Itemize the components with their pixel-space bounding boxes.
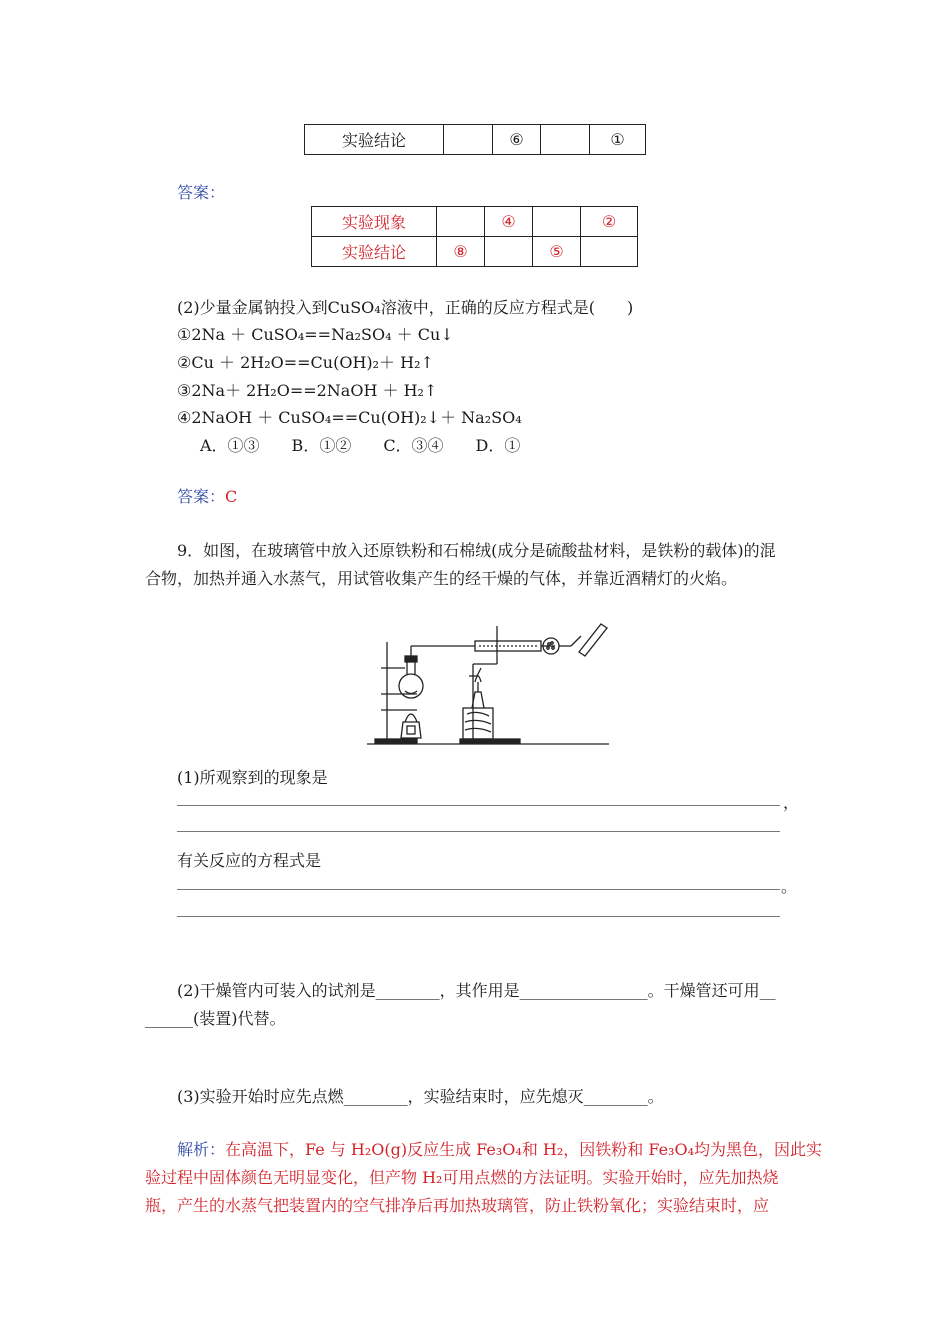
table-cell: 实验结论 <box>312 237 437 267</box>
table-row <box>312 237 638 267</box>
answer-choices: A．①③ B．①② C．③④ D．① <box>200 436 521 455</box>
sub2-line1: (2)干燥管内可装入的试剂是________，其作用是________________。干燥管还可用__ <box>177 981 776 1000</box>
answer-label: 答案： <box>177 487 226 506</box>
sub1-comma: ， <box>783 793 800 812</box>
apparatus-figure <box>365 622 611 748</box>
table-cell <box>533 207 581 237</box>
table-cell: ① <box>590 125 646 155</box>
option-3: ③2Na＋ 2H₂O==2NaOH ＋ H₂↑ <box>177 381 438 400</box>
table-cell: ② <box>581 207 638 237</box>
table-cell <box>541 125 590 155</box>
option-1: ①2Na ＋ CuSO₄==Na₂SO₄ ＋ Cu↓ <box>177 325 454 344</box>
analysis-label: 解析： <box>177 1140 226 1159</box>
table-cell <box>485 237 533 267</box>
sub1-eq-stem: 有关反应的方程式是 <box>177 851 322 870</box>
analysis-text: 在高温下，Fe 与 H₂O(g)反应生成 Fe₃O₄和 H₂，因铁粉和 Fe₃O₄均为黑色，因此实 <box>225 1140 823 1159</box>
question-9-line1: 9．如图，在玻璃管中放入还原铁粉和石棉绒(成分是硫酸盐材料，是铁粉的载体)的混 <box>177 541 776 560</box>
answer-table <box>311 206 638 267</box>
option-2: ②Cu ＋ 2H₂O==Cu(OH)₂＋ H₂↑ <box>177 353 434 372</box>
table-row <box>312 207 638 237</box>
table-row <box>305 125 646 155</box>
table-cell <box>437 207 485 237</box>
sub1-stem: (1)所观察到的现象是 <box>177 768 328 787</box>
table-cell: ⑤ <box>533 237 581 267</box>
table-cell: ⑥ <box>493 125 541 155</box>
answer-line <box>177 831 780 832</box>
analysis-line1 <box>177 1137 822 1160</box>
table-cell: 实验结论 <box>305 125 444 155</box>
answer-line <box>177 889 780 890</box>
answer-line <box>177 805 780 806</box>
conclusion-table-partial <box>304 124 646 155</box>
question-9-line2: 合物，加热并通入水蒸气，用试管收集产生的经干燥的气体，并靠近酒精灯的火焰。 <box>145 569 738 588</box>
answer-label: 答案： <box>177 183 226 202</box>
sub1-period: 。 <box>781 877 798 896</box>
table-cell <box>444 125 493 155</box>
table-cell: 实验现象 <box>312 207 437 237</box>
answer-value: C <box>225 487 238 506</box>
table-cell <box>581 237 638 267</box>
table-cell: ⑧ <box>437 237 485 267</box>
sub2-line2: ______(装置)代替。 <box>145 1009 286 1028</box>
answer-line <box>177 916 780 917</box>
question-stem: (2)少量金属钠投入到CuSO₄溶液中，正确的反应方程式是( ) <box>177 298 634 317</box>
sub3-line1: (3)实验开始时应先点燃________，实验结束时，应先熄灭________。 <box>177 1087 664 1106</box>
analysis-line3: 瓶，产生的水蒸气把装置内的空气排净后再加热玻璃管，防止铁粉氧化；实验结束时，应 <box>145 1196 770 1215</box>
analysis-line2: 验过程中固体颜色无明显变化，但产物 H₂可用点燃的方法证明。实验开始时，应先加热烧 <box>145 1168 779 1187</box>
table-cell: ④ <box>485 207 533 237</box>
answer-2 <box>177 484 237 507</box>
option-4: ④2NaOH ＋ CuSO₄==Cu(OH)₂↓＋ Na₂SO₄ <box>177 408 522 427</box>
